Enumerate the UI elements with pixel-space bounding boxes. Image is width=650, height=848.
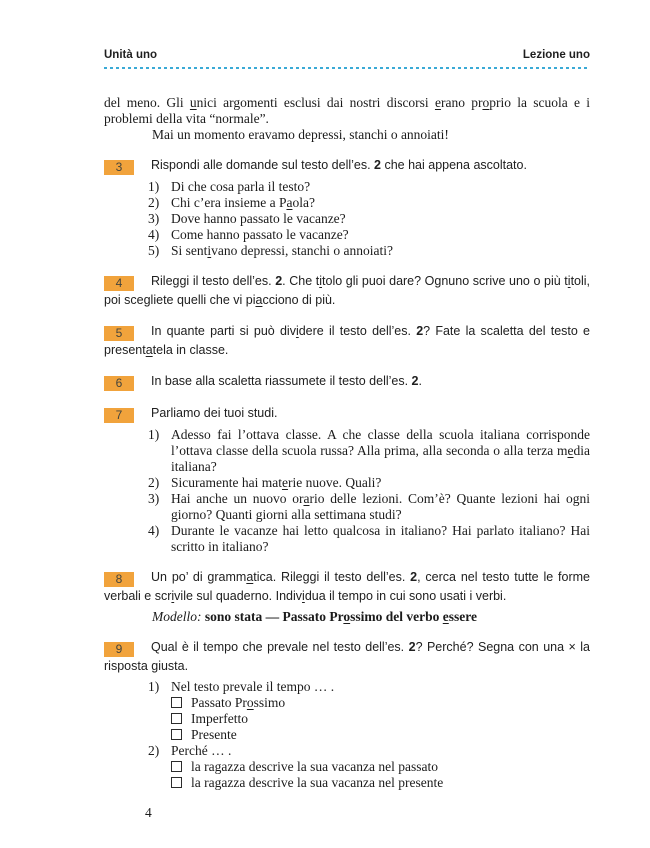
item-number: 4) <box>148 227 160 242</box>
exercise-8 <box>104 568 590 625</box>
exercise-3-number-badge: 3 <box>104 160 134 175</box>
intro-paragraph: del meno. Gli unici argomenti esclusi dai nostri discorsi erano proprio la scuola e i problemi della vita “normale”. <box>104 95 590 126</box>
checkbox-icon <box>171 729 182 740</box>
item-text: Come hanno passato le vacanze? <box>171 227 349 242</box>
exercise-9-answer-list <box>148 679 590 791</box>
item-number: 1) <box>148 179 160 194</box>
exercise-7 <box>104 404 590 555</box>
exercise-6-instruction-text: In base alla scaletta riassumete il testo dell’es. 2. <box>151 374 422 388</box>
item-text: Hai anche un nuovo orario delle lezioni. Com’è? Quante lezioni hai ogni giorno? Quanti giorni alla settimana studi? <box>171 491 590 522</box>
exercise-3 <box>104 156 590 259</box>
checkbox-option <box>171 695 590 711</box>
option-text: la ragazza descrive la sua vacanza nel passato <box>191 759 438 774</box>
exercise-6-instruction <box>104 372 590 391</box>
question-item <box>148 491 590 523</box>
question-item <box>148 679 590 695</box>
exercise-9 <box>104 638 590 791</box>
exercise-9-number-badge: 9 <box>104 642 134 657</box>
exercise-3-question-list <box>148 179 590 259</box>
exercise-6-number-badge: 6 <box>104 376 134 391</box>
option-text: Presente <box>191 727 237 742</box>
exercise-5 <box>104 322 590 359</box>
item-number: 4) <box>148 523 160 538</box>
checkbox-option <box>171 727 590 743</box>
exercise-4-instruction <box>104 272 590 309</box>
exercise-7-number-badge: 7 <box>104 408 134 423</box>
item-text: Adesso fai l’ottava classe. A che classe della scuola italiana corrisponde l’ottava classe della scuola russa? Alla prima, alla seconda o alla terza media italiana? <box>171 427 590 474</box>
page-number: 4 <box>145 805 152 820</box>
exercise-3-instruction-text: Rispondi alle domande sul testo dell’es. 2 che hai appena ascoltato. <box>151 158 527 172</box>
option-text: Passato Prossimo <box>191 695 286 710</box>
option-text: Imperfetto <box>191 711 248 726</box>
checkbox-option <box>171 759 590 775</box>
item-text: Nel testo prevale il tempo … . <box>171 679 335 694</box>
exercise-8-instruction-text: Un po’ di grammatica. Rileggi il testo dell’es. 2, cerca nel testo tutte le forme verbali e scrivile sul quaderno. Individua il tempo in cui sono usati i verbi. <box>104 570 590 603</box>
exercise-5-instruction <box>104 322 590 359</box>
question-item <box>148 179 590 195</box>
exercise-8-instruction <box>104 568 590 605</box>
item-number: 2) <box>148 743 160 758</box>
item-text: Sicuramente hai materie nuove. Quali? <box>171 475 382 490</box>
exercise-5-instruction-text: In quante parti si può dividere il testo dell’es. 2? Fate la scaletta del testo e presentatela in classe. <box>104 324 591 357</box>
item-number: 5) <box>148 243 160 258</box>
unit-title: Unità uno <box>104 49 158 61</box>
question-item <box>148 475 590 491</box>
item-number: 2) <box>148 475 160 490</box>
header-dotted-divider <box>104 67 590 69</box>
item-number: 1) <box>148 427 160 442</box>
exercise-4-number-badge: 4 <box>104 276 134 291</box>
checkbox-option <box>171 711 590 727</box>
question-item <box>148 195 590 211</box>
exercise-8-number-badge: 8 <box>104 572 134 587</box>
exercise-9-instruction-text: Qual è il tempo che prevale nel testo dell’es. 2? Perché? Segna con una × la risposta giusta. <box>104 640 590 673</box>
exercise-5-number-badge: 5 <box>104 326 134 341</box>
option-text: la ragazza descrive la sua vacanza nel presente <box>191 775 444 790</box>
lesson-title: Lezione uno <box>522 49 590 61</box>
question-item <box>148 427 590 475</box>
item-number: 3) <box>148 211 160 226</box>
question-item <box>148 211 590 227</box>
question-item <box>148 743 590 759</box>
item-number: 3) <box>148 491 160 506</box>
exercise-4 <box>104 272 590 309</box>
item-text: Perché … . <box>171 743 232 758</box>
question-item <box>148 523 590 555</box>
exercise-6 <box>104 372 590 391</box>
exercise-9-instruction <box>104 638 590 675</box>
checkbox-option <box>171 775 590 791</box>
intro-exclamation-line: Mai un momento eravamo depressi, stanchi o annoiati! <box>152 127 449 142</box>
question-item <box>148 227 590 243</box>
checkbox-icon <box>171 777 182 788</box>
item-text: Si sentivano depressi, stanchi o annoiati? <box>171 243 393 258</box>
exercise-7-instruction <box>104 404 590 423</box>
exercise-3-instruction <box>104 156 590 175</box>
question-item <box>148 243 590 259</box>
checkbox-icon <box>171 697 182 708</box>
item-text: Dove hanno passato le vacanze? <box>171 211 346 226</box>
item-number: 1) <box>148 679 160 694</box>
checkbox-icon <box>171 713 182 724</box>
item-number: 2) <box>148 195 160 210</box>
exercise-7-question-list <box>148 427 590 555</box>
page-header <box>104 49 590 62</box>
exercise-4-instruction-text: Rileggi il testo dell’es. 2. Che titolo gli puoi dare? Ognuno scrive uno o più titoli, poi scegliete quelli che vi piacciono di più. <box>104 274 591 307</box>
item-text: Durante le vacanze hai letto qualcosa in italiano? Hai parlato italiano? Hai scritto in italiano? <box>171 523 590 554</box>
checkbox-icon <box>171 761 182 772</box>
item-text: Chi c’era insieme a Paola? <box>171 195 315 210</box>
exercise-7-instruction-text: Parliamo dei tuoi studi. <box>151 406 278 420</box>
item-text: Di che cosa parla il testo? <box>171 179 311 194</box>
modello-example-line: Modello: sono stata — Passato Prossimo del verbo essere <box>152 609 478 624</box>
